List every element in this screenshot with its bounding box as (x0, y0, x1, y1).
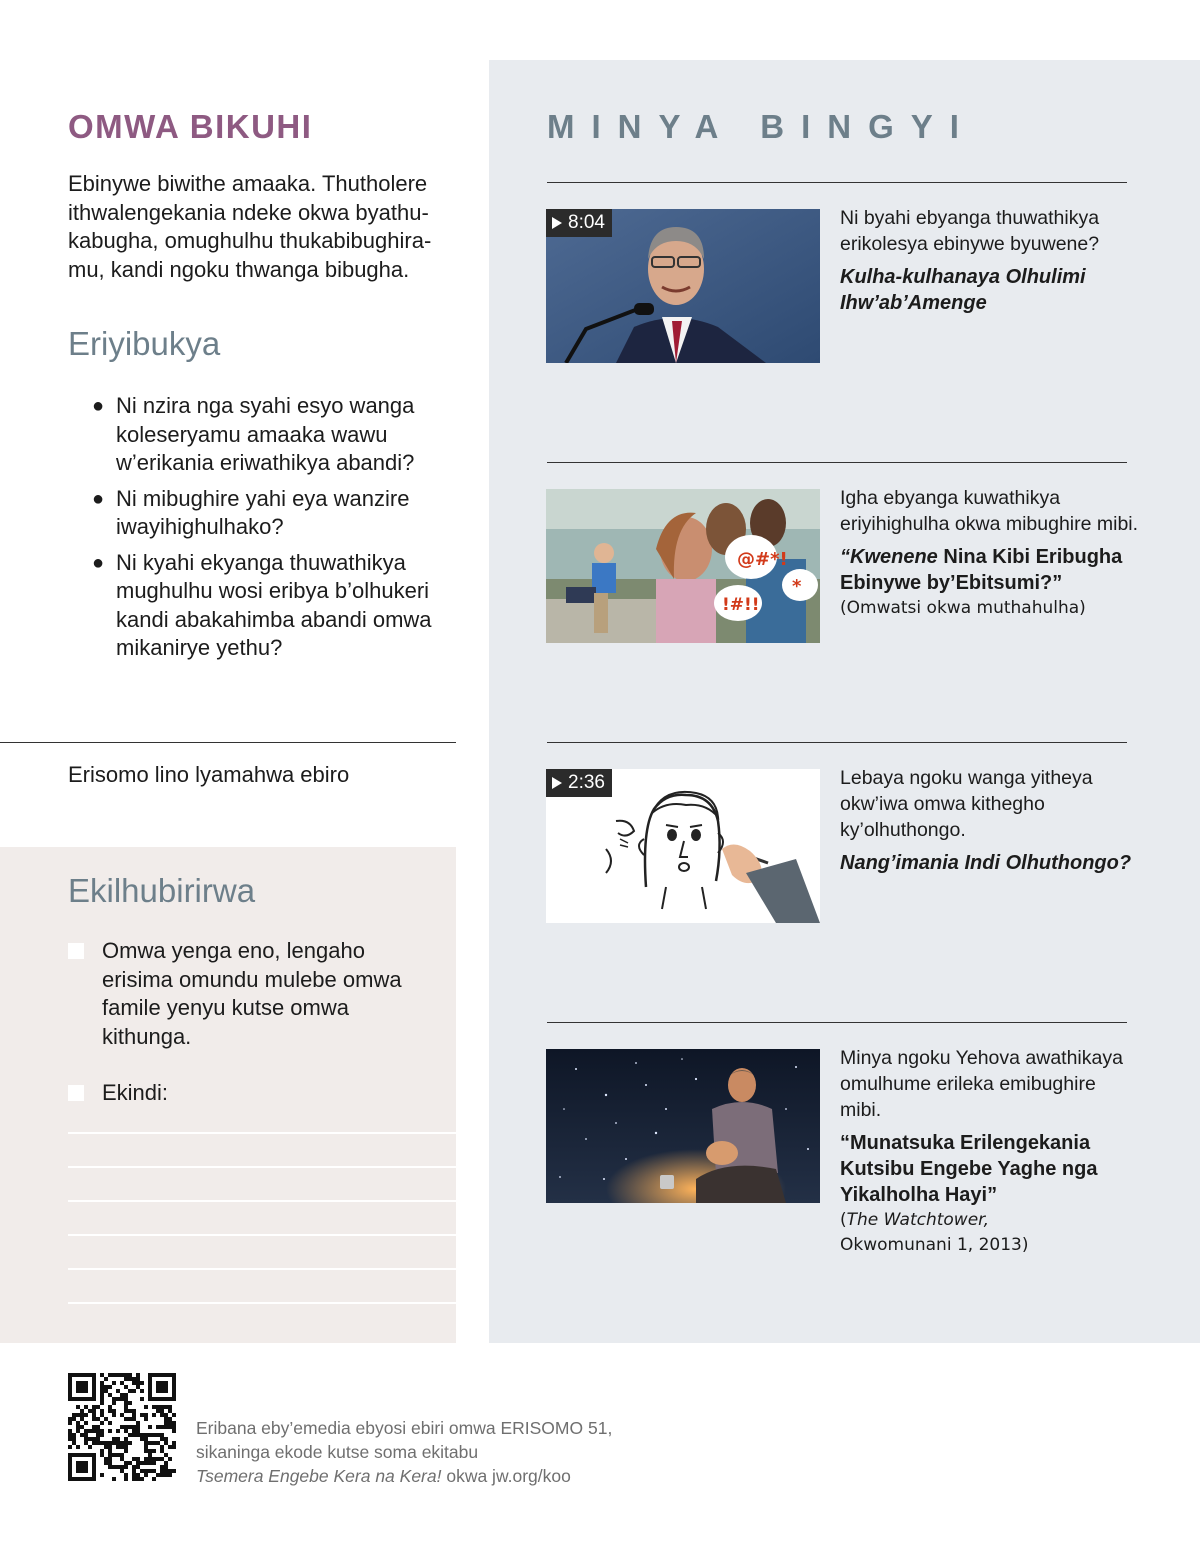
write-line[interactable] (68, 1132, 456, 1134)
svg-text:@#*!: @#*! (737, 549, 788, 570)
media-note: (Omwatsi okwa muthahulha) (840, 598, 1086, 618)
divider (547, 182, 1127, 183)
goal-item: Omwa yenga eno, lengaho erisima omundu mulebe omwa famile yenyu kutse omwa kithunga. (68, 937, 438, 1051)
bullet-icon: ● (92, 551, 105, 574)
media-item-text (840, 485, 1140, 621)
list-item: ● Ni kyahi ekyanga thuwathikya mughulhu wosi eribya b’olhukeri kandi abakahimba abandi omwa mikaniryе yethu? (92, 549, 432, 660)
duration-badge: 2:36 (546, 769, 612, 797)
image-thumbnail-teens[interactable] (546, 489, 820, 643)
divider (547, 462, 1127, 463)
write-line[interactable] (68, 1234, 456, 1236)
divider (547, 742, 1127, 743)
play-icon (552, 777, 562, 789)
media-description: Minya ngoku Yehova awathikaya omulhume erileka emibughire mibi. (840, 1047, 1123, 1121)
night-sky-image (546, 1049, 820, 1203)
summary-text: Ebinywe biwithe amaaka. Thutholere ithwalengekania ndeke okwa byathu-kabugha, omughulhu thukabibughira-mu, kandi ngoku thwanga bibugha. (68, 171, 432, 282)
write-line[interactable] (68, 1268, 456, 1270)
footer-link[interactable]: okwa jw.org/koo (441, 1466, 571, 1486)
bullet-icon: ● (92, 395, 105, 417)
video-thumbnail-speaker[interactable] (546, 209, 820, 363)
more-title: MINYA BINGYI (547, 108, 976, 145)
divider (0, 742, 456, 743)
svg-text:*: * (792, 576, 802, 597)
list-item: ● Ni nzira nga syahi esyo wanga koleseryamu amaaka wawu w’erikania eriwathikya abandi? (92, 393, 415, 475)
divider (547, 1022, 1127, 1023)
write-line[interactable] (68, 1200, 456, 1202)
checkbox[interactable] (68, 943, 84, 959)
goal-item: Ekindi: (68, 1079, 438, 1108)
review-title: Eriyibukya (68, 325, 221, 362)
lesson-date-label: Erisomo lino lyamahwa ebiro (68, 762, 350, 787)
list-item: ● Ni mibughire yahi eya wanzire iwayihighulhako? (92, 485, 410, 539)
media-description: Lebaya ngoku wanga yitheya okw’iwa omwa kithegho ky’olhuthongo. (840, 767, 1093, 841)
media-title-link[interactable]: “Munatsuka Erilengekania Kutsibu Engebe Yaghe nga Yikalholha Hayi” (840, 1132, 1098, 1206)
image-thumbnail-night-sky[interactable] (546, 1049, 820, 1203)
svg-text:!#!!: !#!! (722, 595, 760, 615)
media-item-text (840, 765, 1140, 876)
footer-text: Eribana eby’emedia ebyosi ebiri omwa ERISOMO 51, sikaninga ekode kutse soma ekitabu Tsemera Engebe Kera na Kera! okwa jw.org/koo (196, 1418, 613, 1486)
write-line[interactable] (68, 1302, 456, 1304)
goals-title: Ekilhubirirwa (68, 872, 256, 909)
media-item-text (840, 205, 1140, 316)
summary-title: OMWA BIKUHI (68, 108, 313, 145)
qr-code-icon[interactable] (68, 1373, 176, 1481)
bullet-icon: ● (92, 487, 105, 510)
play-icon (552, 217, 562, 229)
teens-image (546, 489, 820, 643)
video-thumbnail-drawing[interactable] (546, 769, 820, 923)
duration-badge: 8:04 (546, 209, 612, 237)
media-note: (The Watchtower, Okwomunani 1, 2013) (840, 1210, 1029, 1255)
media-title-link[interactable]: Kulha-kulhanaya Olhulimi Ihw’ab’Amenge (840, 266, 1086, 314)
media-title-link[interactable]: “Kwenene Nina Kibi Eribugha Ebinywe by’Ebitsumi?” (840, 546, 1123, 594)
book-title[interactable]: Tsemera Engebe Kera na Kera! (196, 1466, 442, 1486)
review-list (92, 392, 462, 670)
checkbox[interactable] (68, 1085, 84, 1101)
media-title-link[interactable]: Nang’imania Indi Olhuthongo? (840, 852, 1132, 874)
write-line[interactable] (68, 1166, 456, 1168)
media-description: Igha ebyanga kuwathikya eriyihighulha okwa mibughire mibi. (840, 487, 1139, 535)
media-item-text (840, 1045, 1140, 1258)
media-description: Ni byahi ebyanga thuwathikya erikolesya ebinywe byuwene? (840, 207, 1100, 255)
